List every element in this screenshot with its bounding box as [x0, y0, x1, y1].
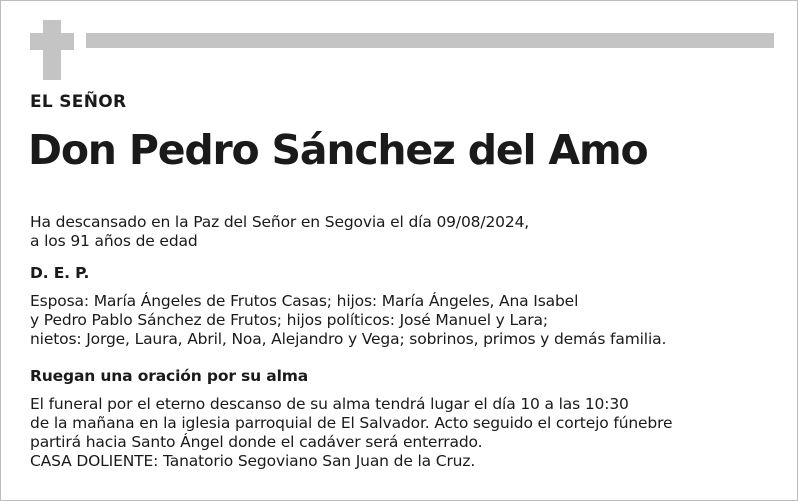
announcement: [30, 213, 529, 251]
family-list: [30, 292, 666, 349]
family-line: nietos: Jorge, Laura, Abril, Noa, Alejandro y Vega; sobrinos, primos y demás familia.: [30, 330, 667, 348]
announcement-line: a los 91 años de edad: [30, 232, 198, 250]
honorific: EL SEÑOR: [30, 92, 127, 112]
rip-text: D. E. P.: [30, 264, 90, 282]
header-rule: [86, 33, 774, 48]
deceased-name: Don Pedro Sánchez del Amo: [28, 126, 648, 174]
funeral-details: [30, 395, 672, 471]
mourning-house: CASA DOLIENTE: Tanatorio Segoviano San Juan de la Cruz.: [30, 452, 476, 470]
announcement-line: Ha descansado en la Paz del Señor en Segovia el día 09/08/2024,: [30, 213, 530, 231]
family-line: Esposa: María Ángeles de Frutos Casas; hijos: María Ángeles, Ana Isabel: [30, 292, 579, 310]
cross-horizontal-bar: [30, 33, 74, 50]
family-line: y Pedro Pablo Sánchez de Frutos; hijos políticos: José Manuel y Lara;: [30, 311, 548, 329]
funeral-line: partirá hacia Santo Ángel donde el cadáver será enterrado.: [30, 433, 483, 451]
prayer-request: Ruegan una oración por su alma: [30, 367, 309, 385]
funeral-line: de la mañana en la iglesia parroquial de El Salvador. Acto seguido el cortejo fúnebre: [30, 414, 673, 432]
funeral-line: El funeral por el eterno descanso de su alma tendrá lugar el día 10 a las 10:30: [30, 395, 629, 413]
cross-vertical-bar: [43, 20, 61, 80]
